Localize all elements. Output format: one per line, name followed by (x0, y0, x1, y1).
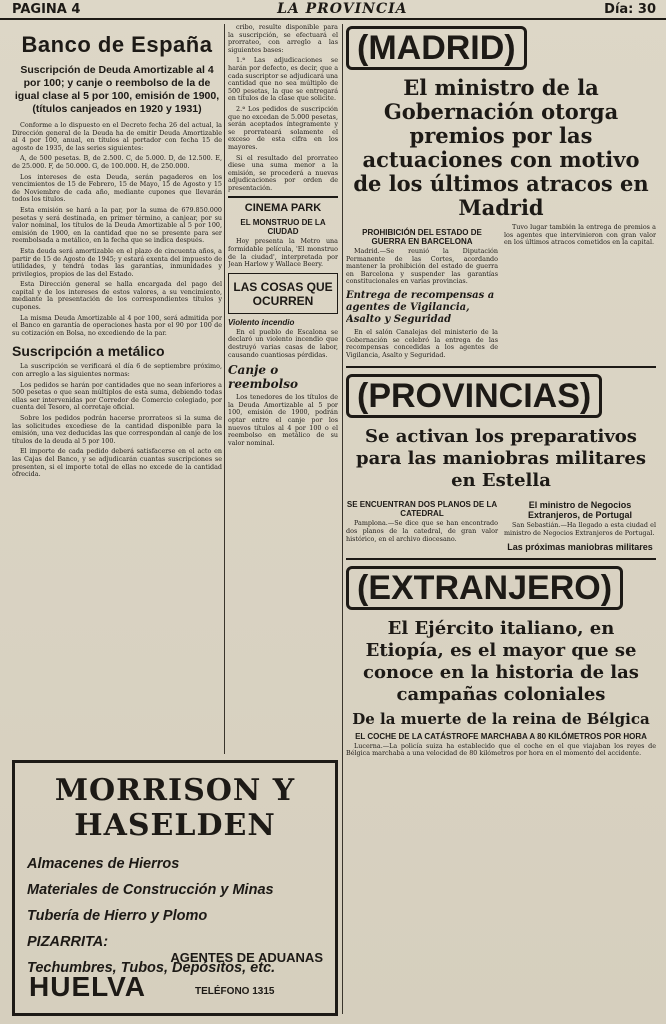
canje-heading: Canje o reembolso (228, 363, 299, 392)
paragraph: Pamplona.—Se dice que se han encontrado dos planos de la catedral, de gran valor histórico, en el archivo diocesano. (346, 519, 498, 543)
bank-subtitle: Suscripción de Deuda Amortizable al 4 por 100; y canje o reembolso de la de igual clase al 5 por 100, emisión de 1900, (títulos canjeados en 1920 y 1931) (14, 64, 220, 115)
paragraph: La misma Deuda Amortizable al 4 por 100, será admitida por el Banco en garantía de operaciones hasta por el 90 por 100 de su cotización en Bolsa, no excediendo de la par. (12, 313, 222, 337)
paragraph: Esta emisión se hará a la par, por la suma de 679.850.000 pesetas y será destinada, en primer término, a canjear, por su valor nominal, los títulos de la Deuda Amortizable al 5 por 100, emisión de 1900, en la cantidad que no se presente para ser reembolsada a metálico, en la fecha que se indica después. (12, 205, 222, 245)
bank-title: Banco de España (21, 32, 213, 57)
paragraph: cribo, resulte disponible para la suscripción, se efectuará el prorrateo, con arreglo a las siguientes bases: (228, 24, 338, 54)
column-rule (224, 24, 225, 754)
ad-line: PIZARRITA: (27, 934, 109, 950)
provincias-columns (346, 496, 656, 553)
paragraph: El importe de cada pedido deberá satisfacerse en el acto en las Cajas del Banco, y se adjudicarán cuantas suscripciones se presenten, si el importe total de ellas no excede de la cantidad ofrecida. (12, 447, 222, 479)
ad-line: Materiales de Construcción y Minas (27, 882, 274, 898)
paragraph: En el pueblo de Escalona se declaró un violento incendio que destruyó varias casas de labor, causando cuantiosas pérdidas. (228, 327, 338, 359)
page-label: PAGINA 4 (12, 1, 81, 17)
paragraph: Esta deuda será amortizable en el plazo de cincuenta años, a partir de 15 de Agosto de 1945; y estará exenta del impuesto de utilidades, y tendrá todas las garantías, inmunidades y privilegios, propios de las del Estado. (12, 246, 222, 278)
paragraph: Los intereses de esta Deuda, serán pagaderos en los vencimientos de 15 de Febrero, 15 de Mayo, 15 de Agosto y 15 de Noviembre de cada año, mediante cupones que llevarán todos los títulos. (12, 172, 222, 204)
madrid-columns (346, 224, 656, 362)
section-heading: Suscripción a metálico (12, 343, 165, 360)
column-misc (228, 24, 338, 744)
provincias-heading-3: Las próximas maniobras militares (507, 541, 653, 552)
masthead (0, 0, 666, 20)
extranjero-subheading: EL COCHE DE LA CATÁSTROFE MARCHABA A 80 KILÓMETROS POR HORA (355, 731, 647, 741)
divider (346, 366, 656, 368)
ad-line: Tubería de Hierro y Plomo (27, 908, 208, 924)
advertisement-morrison (12, 760, 338, 1016)
cinema-subheading: EL MONSTRUO DE LA CIUDAD (240, 218, 326, 237)
paragraph: San Sebastián.—Ha llegado a esta ciudad el ministro de Negocios Extranjeros de Portugal. (504, 521, 656, 537)
section-banner-extranjero: (EXTRANJERO) (346, 566, 623, 610)
cosas-box (228, 273, 338, 314)
paragraph: Hoy presenta la Metro una formidable película, 'El monstruo de la ciudad', interpretada por Jean Harlow y Wallace Beery. (228, 237, 338, 269)
paragraph: Si el resultado del prorrateo diese una suma menor a la emisión, se procederá a nuevas adjudicaciones por orden de presentación. (228, 153, 338, 192)
divider (228, 196, 338, 198)
paragraph: Los tenedores de los títulos de la Deuda Amortizable al 5 por 100, emisión de 1900, podrán optar entre el canje por los nuevos títulos al 4 por 100 o el reembolso en metálico de su valor nominal. (228, 393, 338, 447)
section-banner-madrid: (MADRID) (346, 26, 527, 70)
newspaper-name: LA PROVINCIA (277, 1, 408, 17)
paragraph: 2.ª Los pedidos de suscripción que no excedan de 5.000 pesetas, serán aceptados íntegramente y se prorrateará solamente el exceso de esta cifra en los mayores. (228, 104, 338, 151)
cosas-subheading: Violento incendio (228, 317, 295, 327)
paragraph: Esta Dirección general se halla encargada del pago del capital y de los intereses de estos valores, a su vencimiento, mediante la presentación de los correspondientes títulos y cupones. (12, 280, 222, 312)
provincias-heading-2: El ministro de Negocios Extranjeros, de Portugal (527, 500, 633, 521)
paragraph: Sobre los pedidos podrán hacerse prorrateos si la suma de las solicitudes excediese de la cantidad disponible para la emisión, una vez deducidas las que correspondan al canje de los títulos de la deuda al 5 por 100. (12, 414, 222, 445)
ad-city: HUELVA (29, 971, 146, 1002)
headline-extranjero: El Ejército italiano, en Etiopía, es el mayor que se conoce en la historia de las campañas coloniales (363, 617, 639, 705)
paragraph: 1.ª Las adjudicaciones se harán por defecto, es decir, que a cada suscriptor se adjudicará una cantidad que no sea múltiplo de 500 pesetas, la que se entregará en títulos de la clase que solicite. (228, 56, 338, 103)
paragraph: Madrid.—Se reunió la Diputación Permanente de las Cortes, acordando mantener la prohibición del estado de guerra en Barcelona y suspender las garantías constitucionales en varias provincias. (346, 247, 498, 286)
date-label: Día: 30 (604, 1, 656, 17)
paragraph: Tuvo lugar también la entrega de premios a los agentes que intervinieron con gran valor en los últimos atracos cometidos en la capital. (504, 223, 656, 247)
column-news (346, 24, 656, 761)
cinema-heading: CINEMA PARK (244, 202, 322, 215)
ad-customs: AGENTES DE ADUANAS (170, 950, 323, 965)
column-bank-notice (12, 24, 222, 744)
paragraph: Conforme a lo dispuesto en el Decreto fecha 26 del actual, la Dirección general de la Deuda ha de emitir Deuda Amortizable al 4 por 100, anual, en títulos al portador con fecha 15 de agosto de 1935, de las series siguientes: (12, 121, 222, 152)
ad-telephone: TELÉFONO 1315 (195, 986, 275, 997)
madrid-subheading: PROHIBICIÓN DEL ESTADO DE GUERRA EN BARCELONA (362, 228, 482, 246)
divider (346, 558, 656, 560)
section-banner-provincias: (PROVINCIAS) (346, 374, 602, 418)
headline-madrid: El ministro de la Gobernación otorga premios por las actuaciones con motivo de los últimos atracos en Madrid (353, 75, 649, 220)
paragraph: Lucerna.—La policía suiza ha establecido que el coche en el que viajaban los reyes de Bélgica marchaba a una velocidad de 80 kilómetros por hora en el momento del accidente. (346, 741, 656, 758)
headline-belgica: De la muerte de la reina de Bélgica (352, 709, 650, 728)
headline-provincias: Se activan los preparativos para las maniobras militares en Estella (356, 426, 646, 492)
madrid-heading-2: Entrega de recompensas a agentes de Vigilancia, Asalto y Seguridad (346, 289, 495, 325)
cosas-heading: LAS COSAS QUE OCURREN (233, 279, 333, 308)
paragraph: La suscripción se verificará el día 6 de septiembre próximo, con arreglo a las siguientes normas: (12, 362, 222, 379)
paragraph: Los pedidos se harán por cantidades que no sean inferiores a 500 pesetas o que sean múltiplos de esta suma, debiendo todas ellas ser intervenidas por Corredor de Comercio colegiado, por cuenta del Tesoro, al corretaje oficial. (12, 380, 222, 412)
series-list: A, de 500 pesetas. B, de 2.500. C, de 5.000. D, de 12.500. E, de 25.000. F, de 50.000. G, de 100.000. H, de 250.000. (12, 154, 222, 170)
ad-brand: MORRISON Y HASELDEN (54, 773, 296, 843)
column-rule (342, 24, 343, 1014)
ad-line: Almacenes de Hierros (27, 856, 180, 872)
ad-line: Techumbres, Tubos, Depósitos, etc. (27, 960, 276, 976)
provincias-subheading: SE ENCUENTRAN DOS PLANOS DE LA CATEDRAL (346, 500, 498, 519)
paragraph: En el salón Canalejas del ministerio de la Gobernación se celebró la entrega de las recompensas concedidas a los agentes de Vigilancia, Asalto y Seguridad. (346, 327, 498, 359)
